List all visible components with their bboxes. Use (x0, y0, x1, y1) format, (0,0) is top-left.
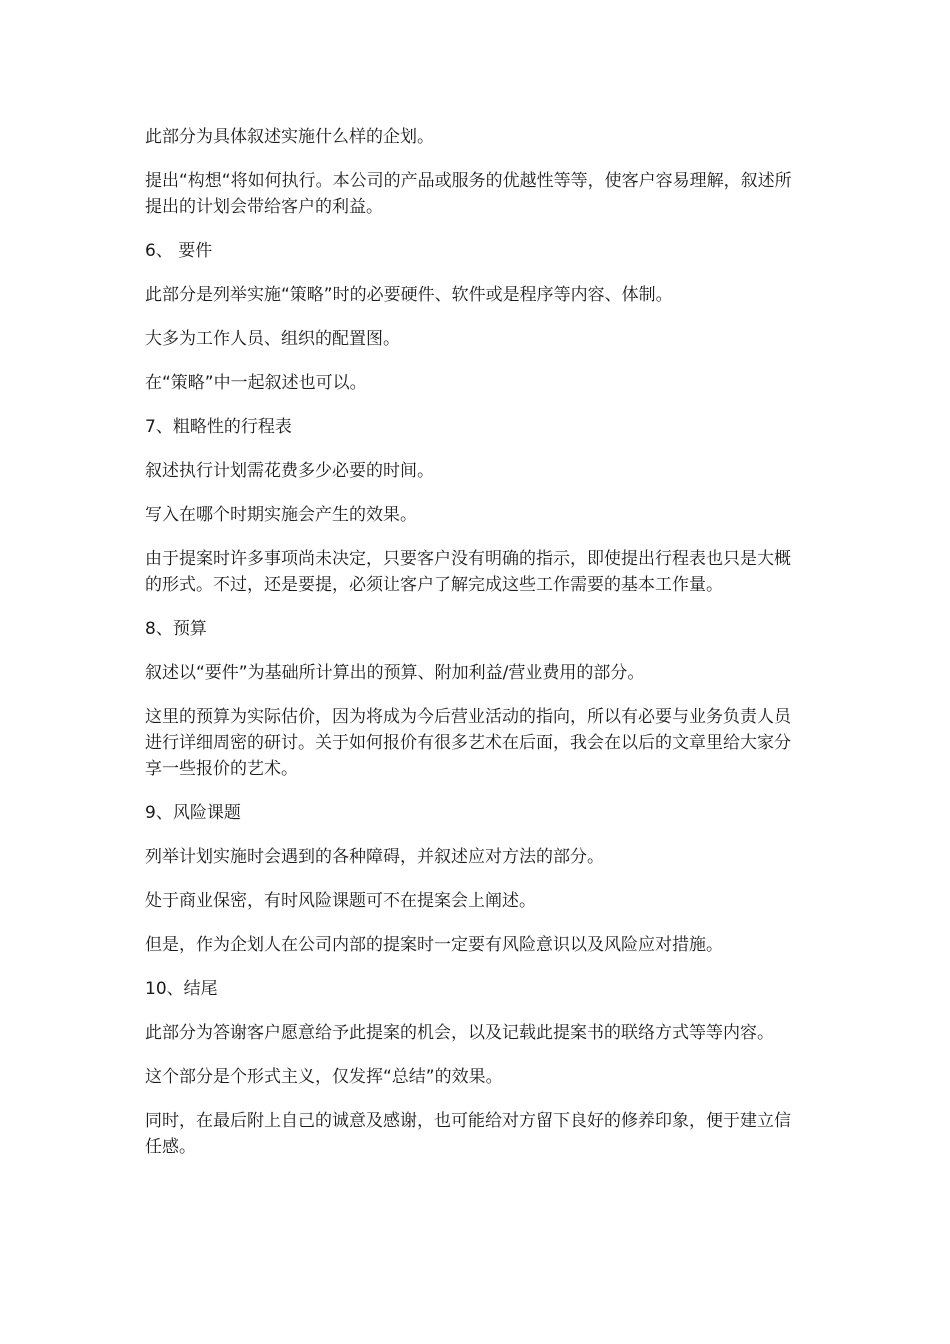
paragraph-6: 在“策略”中一起叙述也可以。 (145, 373, 367, 393)
paragraph-15: 列举计划实施时会遇到的各种障碍，并叙述应对方法的部分。 (145, 847, 604, 867)
section-heading-8: 8、预算 (145, 619, 207, 639)
paragraph-8: 叙述执行计划需花费多少必要的时间。 (145, 461, 434, 481)
paragraph-12: 叙述以“要件”为基础所计算出的预算、附加利益/营业费用的部分。 (145, 663, 645, 683)
section-heading-6: 6、 要件 (145, 241, 213, 261)
paragraph-17: 但是，作为企划人在公司内部的提案时一定要有风险意识以及风险应对措施。 (145, 935, 723, 955)
paragraph-19: 此部分为答谢客户愿意给予此提案的机会，以及记载此提案书的联络方式等等内容。 (145, 1023, 774, 1043)
paragraph-2: 提出“构想“将如何执行。本公司的产品或服务的优越性等等，使客户容易理解，叙述所提出的计划会带给客户的利益。 (145, 171, 792, 217)
paragraph-5: 大多为工作人员、组织的配置图。 (145, 329, 400, 349)
section-heading-9: 9、风险课题 (145, 803, 241, 823)
section-heading-7: 7、粗略性的行程表 (145, 417, 292, 437)
document-body (145, 124, 800, 1178)
paragraph-10: 由于提案时许多事项尚未决定，只要客户没有明确的指示，即使提出行程表也只是大概的形式。不过，还是要提，必须让客户了解完成这些工作需要的基本工作量。 (145, 549, 791, 595)
paragraph-9: 写入在哪个时期实施会产生的效果。 (145, 505, 417, 525)
paragraph-4: 此部分是列举实施“策略”时的必要硬件、软件或是程序等内容、体制。 (145, 285, 673, 305)
paragraph-21: 同时，在最后附上自己的诚意及感谢，也可能给对方留下良好的修养印象，便于建立信任感。 (145, 1111, 791, 1157)
paragraph-1: 此部分为具体叙述实施什么样的企划。 (145, 127, 434, 147)
section-heading-10: 10、结尾 (145, 979, 218, 999)
paragraph-16: 处于商业保密，有时风险课题可不在提案会上阐述。 (145, 891, 536, 911)
paragraph-13: 这里的预算为实际估价，因为将成为今后营业活动的指向，所以有必要与业务负责人员进行详细周密的研讨。关于如何报价有很多艺术在后面，我会在以后的文章里给大家分享一些报价的艺术。 (145, 707, 791, 779)
paragraph-20: 这个部分是个形式主义，仅发挥“总结”的效果。 (145, 1067, 503, 1087)
